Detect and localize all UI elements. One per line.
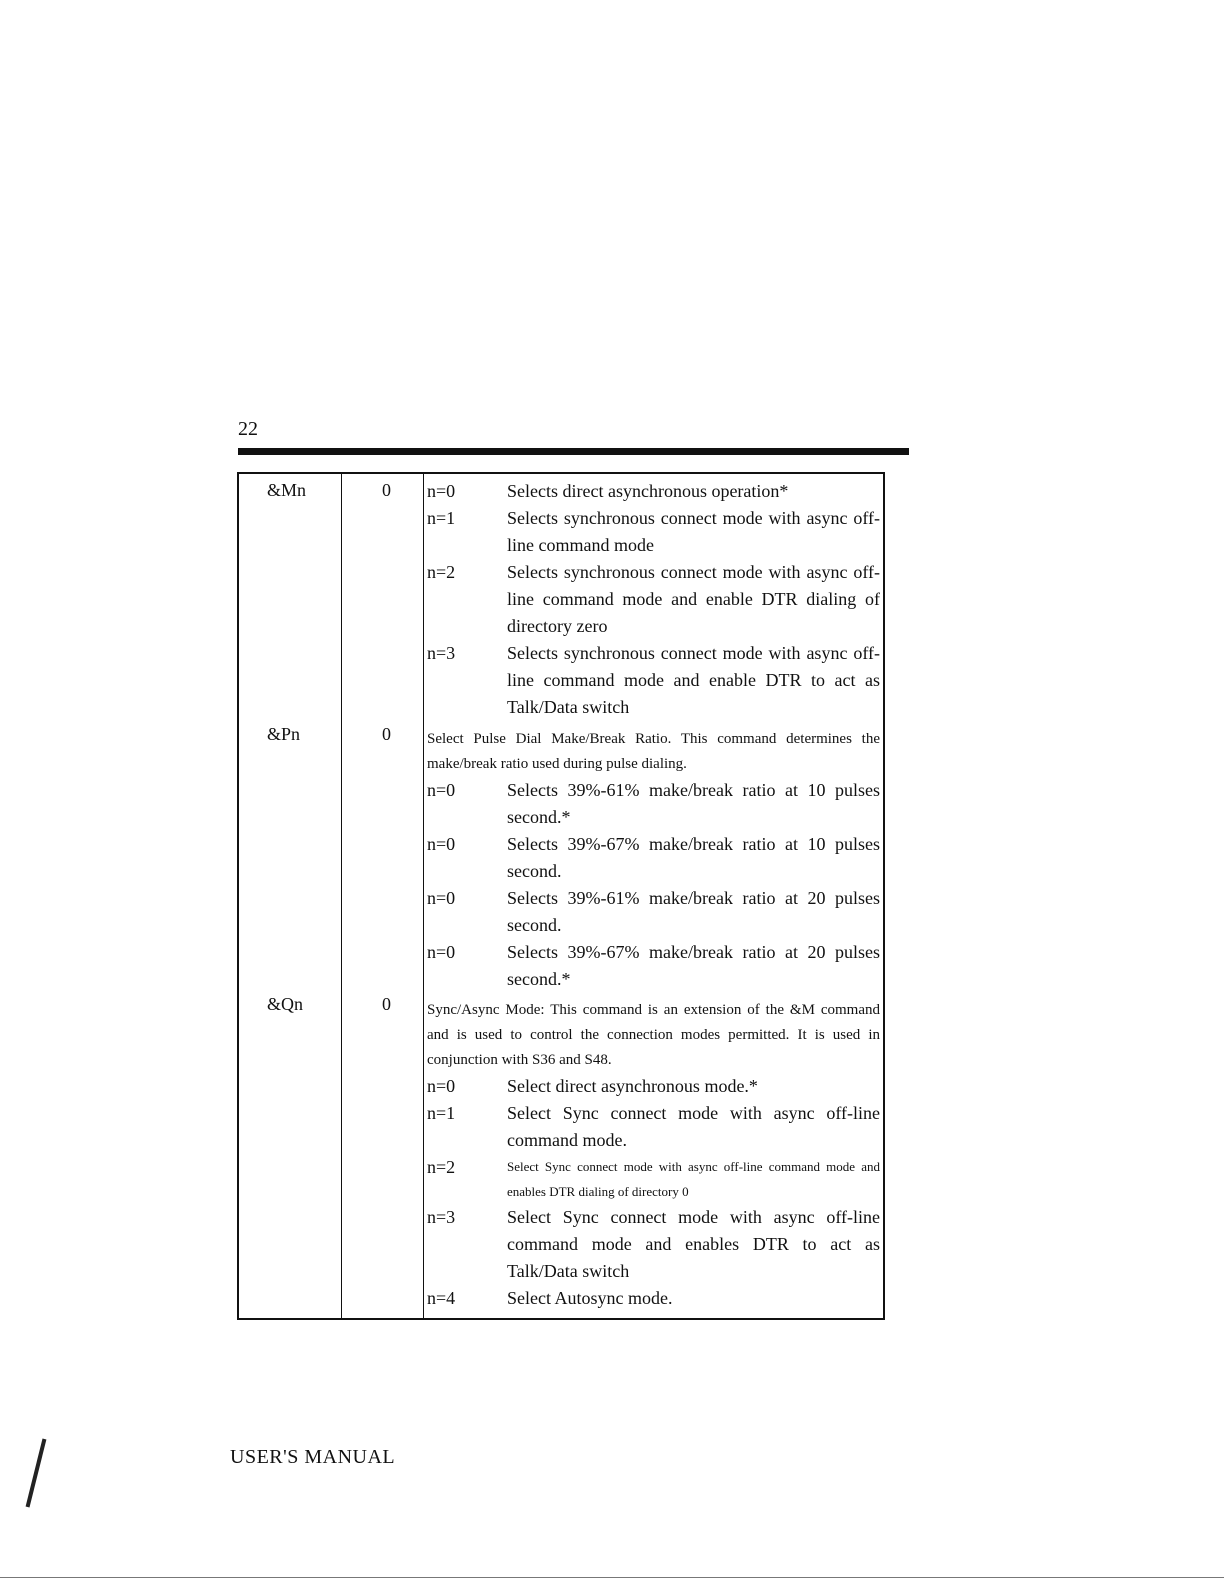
option-row xyxy=(427,939,880,993)
header-rule xyxy=(238,448,909,455)
command-description-mn xyxy=(427,478,880,721)
option-row xyxy=(427,559,880,640)
option-value: n=0 xyxy=(427,834,456,854)
command-default-mn: 0 xyxy=(382,480,391,500)
option-value: n=1 xyxy=(427,508,456,528)
option-value: n=3 xyxy=(427,1207,456,1227)
option-text: Selects synchronous connect mode with async off-line command mode and enable DTR dialing of directory zero xyxy=(507,562,880,636)
option-value: n=2 xyxy=(427,562,456,582)
option-row xyxy=(427,1154,880,1204)
option-text: Selects 39%-67% make/break ratio at 10 pulses second. xyxy=(507,834,880,881)
command-table xyxy=(237,472,885,1320)
option-value: n=1 xyxy=(427,1103,456,1123)
command-name-pn: &Pn xyxy=(267,724,301,744)
option-text: Selects 39%-67% make/break ratio at 20 pulses second.* xyxy=(507,942,880,989)
option-row xyxy=(427,478,880,505)
column-divider-1 xyxy=(341,474,342,1318)
command-intro: Sync/Async Mode: This command is an extension of the &M command and is used to control the connection modes permitted. It is used in conjunction with S36 and S48. xyxy=(427,1002,880,1068)
column-divider-2 xyxy=(423,474,424,1318)
bottom-rule xyxy=(0,1577,1224,1578)
command-name-mn: &Mn xyxy=(267,480,307,500)
option-row xyxy=(427,831,880,885)
page-number: 22 xyxy=(238,418,258,440)
command-description-pn xyxy=(427,727,880,993)
option-value: n=3 xyxy=(427,643,456,663)
option-row xyxy=(427,505,880,559)
command-default-pn: 0 xyxy=(382,724,391,744)
option-row xyxy=(427,885,880,939)
command-description-qn xyxy=(427,998,880,1312)
option-value: n=0 xyxy=(427,942,456,962)
option-text: Select Autosync mode. xyxy=(507,1288,673,1308)
command-default-qn: 0 xyxy=(382,994,391,1014)
option-row xyxy=(427,1204,880,1285)
footer-label: USER'S MANUAL xyxy=(230,1446,396,1468)
option-text: Selects synchronous connect mode with async off-line command mode xyxy=(507,508,880,555)
option-text: Selects synchronous connect mode with async off-line command mode and enable DTR to act as Talk/Data switch xyxy=(507,643,880,717)
option-value: n=0 xyxy=(427,888,456,908)
command-intro: Select Pulse Dial Make/Break Ratio. This command determines the make/break ratio used during pulse dialing. xyxy=(427,731,880,772)
option-value: n=0 xyxy=(427,780,456,800)
option-text: Selects direct asynchronous operation* xyxy=(507,481,789,501)
option-value: n=4 xyxy=(427,1288,456,1308)
command-name-qn: &Qn xyxy=(267,994,303,1014)
option-text: Select Sync connect mode with async off-line command mode. xyxy=(507,1103,880,1150)
option-text: Select Sync connect mode with async off-line command mode and enables DTR dialing of directory 0 xyxy=(507,1159,880,1199)
option-value: n=2 xyxy=(427,1157,456,1177)
option-row xyxy=(427,1073,880,1100)
option-row xyxy=(427,1100,880,1154)
pen-mark xyxy=(26,1439,47,1508)
option-text: Selects 39%-61% make/break ratio at 20 pulses second. xyxy=(507,888,880,935)
option-row xyxy=(427,1285,880,1312)
option-text: Select direct asynchronous mode.* xyxy=(507,1076,758,1096)
option-value: n=0 xyxy=(427,481,456,501)
option-value: n=0 xyxy=(427,1076,456,1096)
option-row xyxy=(427,640,880,721)
option-row xyxy=(427,777,880,831)
option-text: Selects 39%-61% make/break ratio at 10 pulses second.* xyxy=(507,780,880,827)
option-text: Select Sync connect mode with async off-line command mode and enables DTR to act as Talk/Data switch xyxy=(507,1207,880,1281)
